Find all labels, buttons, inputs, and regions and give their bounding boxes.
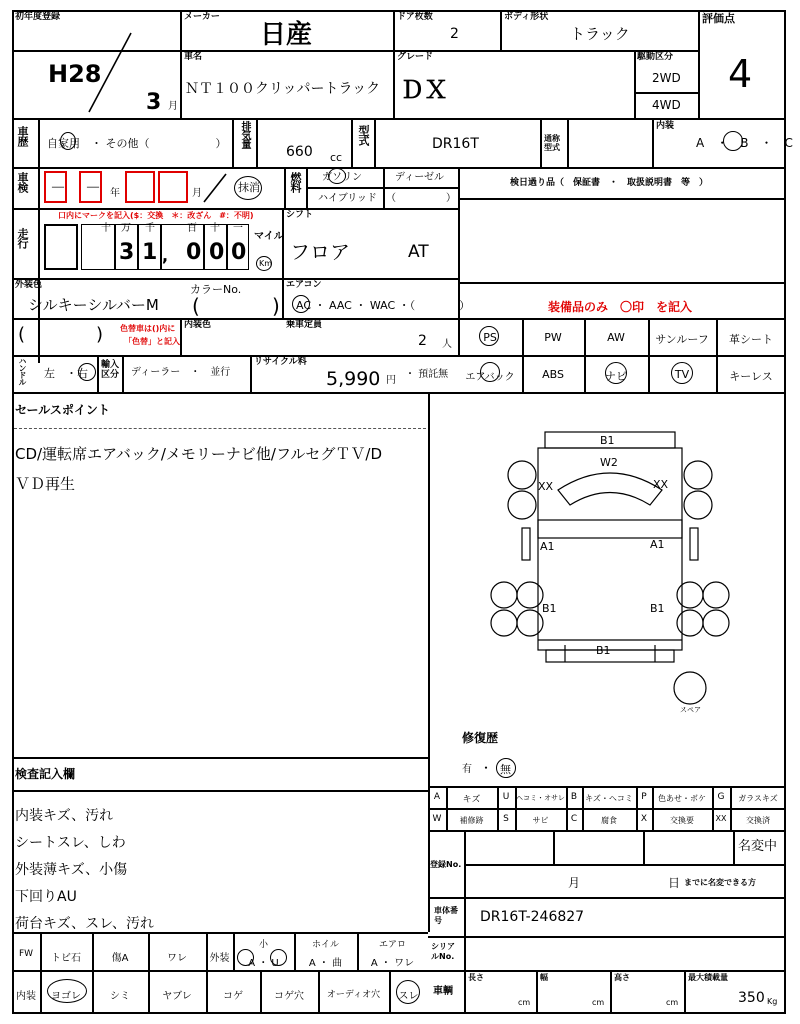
ext-aero: エアロ	[378, 940, 406, 950]
odo-plus-1: 十	[101, 223, 111, 234]
legend-s: S	[503, 814, 509, 824]
legend-c-text: 腐食	[601, 816, 617, 825]
max-load-label: 最大積載量	[688, 973, 728, 982]
fuel-gasoline: ガソリン	[322, 172, 362, 183]
equip-tv: TV	[674, 368, 690, 381]
car-name-value: ＮＴ１００クリッパートラック	[185, 81, 381, 97]
diagram-w2: W2	[600, 456, 618, 469]
legend-x: X	[640, 814, 648, 824]
legend-p-text: 色あせ・ボケ	[658, 794, 706, 803]
car-damage-diagram	[480, 420, 740, 720]
aircon-label: エアコン	[286, 280, 322, 290]
ext-aero-options: A ・ ワレ	[370, 958, 415, 969]
ext-small-options: A ・ U	[248, 958, 279, 969]
fw-stone-chip: トビ石	[51, 953, 81, 964]
diagram-b1-right: B1	[650, 602, 665, 615]
handle-label: ハンドル	[18, 357, 27, 385]
odo-digit-1: 3	[119, 240, 135, 265]
tools-label: 検日過り品（ 保証書 ・ 取扱説明書 等 ）	[510, 178, 709, 188]
ext-small-a-circle	[237, 949, 254, 966]
color-no-open: (	[192, 294, 200, 318]
fuel-gasoline-circle	[328, 168, 346, 184]
fuel-label: 燃料	[289, 172, 302, 192]
recycle-unit: 円	[386, 375, 396, 386]
drive-2wd: 2WD	[652, 71, 681, 85]
handle-value: 左 ・右	[44, 367, 88, 380]
legend-b-text: キズ・ヘコミ	[585, 794, 633, 803]
equip-navi-circle	[605, 362, 627, 384]
odo-minus: 一	[233, 223, 243, 234]
shift-type: フロア	[290, 240, 350, 264]
legend-g: G	[717, 792, 725, 802]
ext-wheel: ホイル	[311, 940, 339, 950]
odo-mile: マイル	[254, 231, 284, 242]
legend-x-text: 交換要	[670, 816, 694, 825]
insp-year-unit: 年	[110, 188, 120, 199]
odo-digit-5: 0	[231, 240, 247, 265]
interior-label: 内装	[656, 121, 675, 131]
equip-aw: AW	[607, 331, 625, 344]
score-label: 評価点	[702, 12, 735, 25]
ext-small-u-circle	[270, 949, 287, 966]
equip-ps: PS	[483, 331, 497, 344]
legend-s-text: サビ	[532, 816, 549, 825]
odo-comma: ,	[162, 246, 169, 265]
chassis-no-value: DR16T-246827	[480, 909, 585, 925]
recycle-value: 5,990	[326, 368, 381, 390]
int-burn-hole: コゲ穴	[274, 991, 304, 1002]
note-2: シートスレ、しわ	[15, 835, 126, 851]
month-unit: 月	[168, 101, 178, 112]
insp-box-3	[125, 171, 155, 203]
length-label: 長さ	[468, 973, 484, 982]
interior-color-label: 内装色	[184, 320, 212, 330]
legend-w-text: 補修跡	[459, 816, 484, 825]
color-no-close: )	[272, 294, 280, 318]
displacement-label: 排気量	[239, 121, 250, 148]
history-circle	[60, 132, 76, 150]
slash-divider	[85, 30, 135, 115]
color-change-note-2: 「色替」と記入	[124, 337, 180, 346]
insp-slash	[200, 172, 230, 204]
int-audio-hole: オーディオ穴	[326, 990, 381, 1000]
int-label: 内装	[16, 991, 36, 1002]
interior-grade-circle	[723, 131, 743, 151]
odo-digit-4: 0	[209, 240, 225, 265]
aircon-value: AC ・ AAC ・ WAC ・（ ）	[296, 299, 471, 312]
insp-dash-2: －	[85, 178, 102, 197]
odo-sen: 千	[145, 223, 155, 234]
interior-grade: A ・ B ・ C	[696, 136, 793, 150]
score-value: 4	[728, 52, 753, 96]
diagram-spare: スペア	[680, 706, 701, 714]
capacity-unit: 人	[442, 339, 452, 350]
max-load-unit: Kg	[767, 997, 778, 1006]
length-unit: cm	[518, 998, 531, 1007]
history-value: 自家用 ・ その他（ ）	[47, 137, 227, 150]
model-value: DR16T	[432, 136, 479, 152]
deadline-note: までに名変できる方	[684, 878, 756, 887]
exterior-color-value: シルキーシルバーM	[28, 296, 159, 314]
repair-no: 無	[500, 763, 511, 776]
max-load-value: 350	[738, 990, 765, 1006]
equip-ps-circle	[479, 326, 499, 346]
repair-history-label: 修復歴	[462, 731, 499, 745]
odometer-label: 走行	[16, 228, 29, 248]
chassis-no-label: 車体番号	[434, 906, 458, 925]
insp-dash-1: －	[50, 178, 67, 197]
int-burn: コゲ	[223, 991, 243, 1002]
legend-c: C	[570, 814, 578, 824]
height-label: 高さ	[614, 973, 630, 982]
diagram-b1-left: B1	[542, 602, 557, 615]
exterior-row-label: 外装	[209, 953, 230, 964]
inspection-status: 抹消	[238, 181, 260, 194]
equip-sunroof: サンルーフ	[655, 333, 709, 346]
repair-no-circle	[496, 758, 516, 778]
odo-mark-box	[44, 224, 78, 270]
import-value: ディーラー ・ 並行	[131, 367, 231, 378]
grade-value: ＤＸ	[400, 76, 448, 104]
doors-value: 2	[450, 26, 459, 42]
grade-label: グレード	[397, 52, 434, 62]
fw-label: FW	[18, 949, 34, 959]
inspection-label: 車検	[16, 172, 29, 192]
diagram-a1-right: A1	[650, 538, 665, 551]
int-tear: ヤブレ	[162, 991, 192, 1002]
legend-a-text: キズ	[462, 795, 481, 805]
car-name-label: 車名	[184, 52, 203, 62]
capacity-value: 2	[418, 333, 427, 349]
body-type-label: ボディ形状	[504, 12, 549, 22]
shift-label: シフト	[286, 210, 314, 220]
equip-tv-circle	[671, 362, 693, 384]
equip-leather-seat: 革シート	[729, 333, 773, 346]
ext-wheel-options: A ・ 曲	[308, 958, 343, 969]
legend-u-text: ヘコミ・オサレ	[516, 794, 565, 802]
diagram-b1-bottom: B1	[596, 644, 611, 657]
equip-pw: PW	[544, 331, 562, 344]
drive-label: 駆動区分	[637, 52, 674, 62]
insp-month-unit: 月	[192, 188, 202, 199]
shift-mode: AT	[408, 242, 429, 262]
equip-navi: ナビ	[605, 370, 627, 383]
color-no-label: カラーNo.	[190, 283, 242, 296]
reg-month: 3	[146, 90, 162, 115]
note-3: 外装薄キズ、小傷	[15, 862, 128, 878]
sales-point-line-2: ＶＤ再生	[15, 475, 76, 493]
odo-man: 万	[121, 223, 131, 234]
handle-circle	[78, 363, 96, 381]
exterior-color-label: 外装色	[15, 280, 43, 290]
int-dirt-circle	[47, 979, 87, 1003]
model-label: 型式	[357, 125, 370, 145]
odo-plus-2: 十	[210, 223, 220, 234]
legend-g-text: ガラスキズ	[738, 794, 778, 803]
history-label: 車歴	[16, 126, 29, 146]
legend-u: U	[502, 792, 510, 802]
legend-a: A	[433, 792, 441, 802]
diagram-xx-right: XX	[653, 478, 669, 491]
deadline-month: 月	[568, 876, 581, 890]
deadline-day: 日	[668, 876, 681, 890]
legend-p: P	[641, 792, 647, 802]
note-1: 内装キズ、汚れ	[15, 808, 114, 824]
import-label: 輸入区分	[101, 360, 120, 380]
int-wear: スレ	[398, 991, 419, 1002]
odo-digit-2: 1	[142, 240, 158, 265]
sales-point-label: セールスポイント	[15, 403, 110, 417]
note-5: 荷台キズ、スレ、汚れ	[15, 916, 155, 932]
ext-small: 小	[258, 940, 268, 950]
fw-crack: ワレ	[167, 953, 187, 964]
dimensions-label: 車輌	[433, 986, 453, 997]
legend-xx: XX	[715, 814, 727, 823]
odo-km: Km	[259, 259, 273, 268]
first-reg-label: 初年度登録	[15, 12, 61, 22]
capacity-label: 乗車定員	[286, 320, 323, 330]
maker-label: メーカー	[184, 12, 220, 22]
serial-no-label: シリアルNo.	[431, 942, 455, 961]
note-4: 下回りAU	[15, 889, 77, 905]
recycle-prepaid: ・ 預託無	[405, 369, 449, 380]
equip-abs: ABS	[542, 368, 564, 381]
width-label: 幅	[540, 973, 548, 982]
equip-keyless: キーレス	[729, 370, 773, 383]
aircon-circle	[292, 295, 310, 313]
displacement-value: 660	[286, 144, 313, 160]
equip-airbag: エアバック	[465, 372, 515, 383]
inspector-notes-label: 検査記入欄	[15, 767, 76, 781]
odometer-note: 口内にマークを記入($：交換 ＊：改ざん #：不明)	[58, 211, 254, 220]
reg-no-label: 登録No.	[430, 860, 462, 869]
fuel-hybrid: ハイブリッド	[318, 193, 377, 204]
recycle-label: リサイクル料	[254, 357, 307, 367]
legend-w: W	[432, 814, 442, 824]
odo-km-circle	[256, 256, 272, 271]
fuel-other: （ ）	[386, 193, 456, 204]
width-unit: cm	[592, 998, 605, 1007]
diagram-b1-top: B1	[600, 434, 615, 447]
sales-point-line-1: CD/運転席エアバック/メモリーナビ他/フルセグＴＶ/D	[15, 445, 382, 463]
diagram-a1-left: A1	[540, 540, 555, 553]
color-change-note-1: 色替車は()内に	[120, 324, 176, 333]
insp-box-4	[158, 171, 188, 203]
diagram-xx-left: XX	[538, 480, 554, 493]
odo-hyaku: 百	[187, 223, 197, 234]
maker-value: 日産	[260, 20, 313, 50]
common-model-label: 通称型式	[544, 134, 560, 152]
repair-dot: ・	[480, 761, 493, 775]
equip-airbag-circle	[480, 362, 500, 382]
color-change-open: (	[18, 324, 26, 345]
inspection-status-circle	[234, 176, 262, 200]
legend-b: B	[570, 792, 578, 802]
int-dirt: ヨゴレ	[51, 991, 81, 1002]
reg-year: H28	[48, 60, 102, 88]
meihen-label: 名変中	[738, 839, 778, 854]
fw-scratch-a: 傷A	[111, 953, 129, 964]
height-unit: cm	[666, 998, 679, 1007]
body-type-value: トラック	[570, 25, 630, 43]
fuel-diesel: ディーゼル	[395, 172, 444, 183]
doors-label: ドア枚数	[397, 12, 433, 22]
equipment-header: 装備品のみ 〇印 を記入	[548, 300, 693, 314]
color-change-close: )	[96, 324, 104, 345]
repair-yes: 有	[462, 764, 472, 775]
int-stain: シミ	[110, 991, 130, 1002]
legend-xx-text: 交換済	[746, 816, 770, 825]
odo-digit-3: 0	[186, 240, 202, 265]
drive-4wd: 4WD	[652, 98, 681, 112]
int-wear-circle	[396, 980, 420, 1004]
cc-unit: cc	[330, 151, 343, 164]
